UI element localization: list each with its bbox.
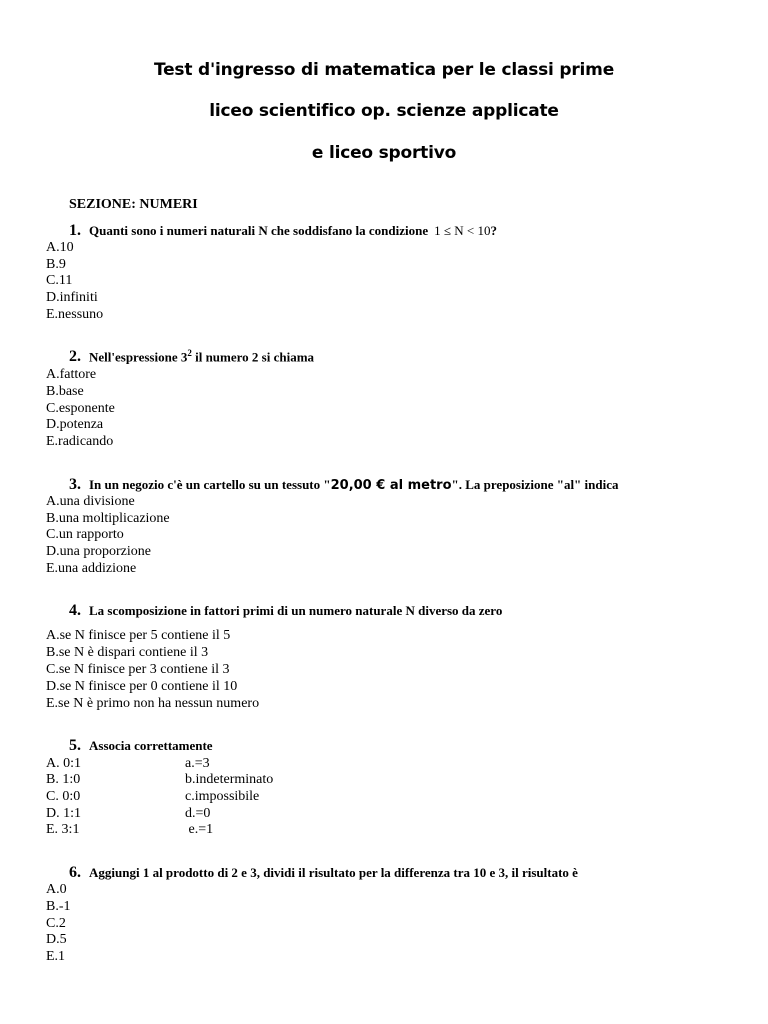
option-3b: B.una moltiplicazione bbox=[46, 511, 170, 526]
option-2c: C.esponente bbox=[46, 401, 115, 416]
question-4 bbox=[69, 602, 502, 620]
option-4e: E.se N è primo non ha nessun numero bbox=[46, 696, 260, 711]
math-condition: 1 ≤ N < 10 bbox=[434, 223, 491, 238]
match-row bbox=[46, 822, 346, 838]
match-left: A. 0:1 bbox=[46, 756, 81, 771]
question-text: Quanti sono i numeri naturali N che soddisfano la condizione bbox=[89, 223, 429, 238]
option-6d: D.5 bbox=[46, 932, 67, 947]
exponent: 2 bbox=[187, 348, 192, 358]
match-left: C. 0:0 bbox=[46, 789, 81, 804]
option-6b: B.-1 bbox=[46, 899, 71, 914]
option-3a: A.una divisione bbox=[46, 494, 135, 509]
option-1d: D.infiniti bbox=[46, 290, 98, 305]
question-text: Aggiungi 1 al prodotto di 2 e 3, dividi il risultato per la differenza tra 10 e 3, il risultato è bbox=[89, 865, 578, 880]
question-5 bbox=[69, 737, 213, 755]
option-2a: A.fattore bbox=[46, 367, 97, 382]
option-6a: A.0 bbox=[46, 882, 67, 897]
option-1a: A.10 bbox=[46, 240, 74, 255]
title-line-3: e liceo sportivo bbox=[311, 143, 457, 163]
option-2e: E.radicando bbox=[46, 434, 114, 449]
option-2b: B.base bbox=[46, 384, 84, 399]
question-1 bbox=[69, 222, 497, 240]
option-3e: E.una addizione bbox=[46, 561, 137, 576]
option-1e: E.nessuno bbox=[46, 307, 104, 322]
title-line-2: liceo scientifico op. scienze applicate bbox=[209, 101, 559, 121]
match-row bbox=[46, 806, 346, 822]
question-text-end: il numero 2 si chiama bbox=[191, 349, 315, 365]
question-end: ? bbox=[490, 223, 497, 238]
option-4a: A.se N finisce per 5 contiene il 5 bbox=[46, 628, 231, 643]
option-3c: C.un rapporto bbox=[46, 527, 124, 542]
option-6c: C.2 bbox=[46, 916, 66, 931]
question-number: 6. bbox=[69, 864, 81, 881]
match-right: a.=3 bbox=[185, 756, 210, 771]
match-left: E. 3:1 bbox=[46, 822, 80, 837]
question-text: In un negozio c'è un cartello su un tessuto " bbox=[89, 477, 331, 492]
section-heading: SEZIONE: NUMERI bbox=[69, 197, 198, 212]
option-2d: D.potenza bbox=[46, 417, 104, 432]
question-number: 1. bbox=[69, 222, 81, 239]
match-left: B. 1:0 bbox=[46, 772, 81, 787]
question-number: 2. bbox=[69, 348, 81, 366]
match-left: D. 1:1 bbox=[46, 806, 81, 821]
question-text: Associa correttamente bbox=[89, 738, 213, 753]
question-6 bbox=[69, 864, 578, 882]
option-1c: C.11 bbox=[46, 273, 73, 288]
match-row bbox=[46, 756, 346, 772]
option-4d: D.se N finisce per 0 contiene il 10 bbox=[46, 679, 238, 694]
question-2 bbox=[69, 348, 314, 366]
question-number: 5. bbox=[69, 737, 81, 754]
match-right: b.indeterminato bbox=[185, 772, 274, 787]
match-row bbox=[46, 789, 346, 805]
option-1b: B.9 bbox=[46, 257, 66, 272]
option-6e: E.1 bbox=[46, 949, 66, 964]
question-text: Nell'espressione 3 bbox=[89, 349, 188, 365]
question-text: La scomposizione in fattori primi di un numero naturale N diverso da zero bbox=[89, 603, 503, 618]
title-line-1: Test d'ingresso di matematica per le classi prime bbox=[153, 60, 615, 80]
match-right: e.=1 bbox=[185, 822, 214, 837]
option-4c: C.se N finisce per 3 contiene il 3 bbox=[46, 662, 230, 677]
match-row bbox=[46, 772, 346, 788]
match-right: c.impossibile bbox=[185, 789, 260, 804]
option-4b: B.se N è dispari contiene il 3 bbox=[46, 645, 209, 660]
question-3 bbox=[69, 476, 618, 494]
option-3d: D.una proporzione bbox=[46, 544, 151, 559]
match-right: d.=0 bbox=[185, 806, 211, 821]
price-text: 20,00 € al metro bbox=[330, 478, 452, 493]
question-number: 4. bbox=[69, 602, 81, 619]
question-number: 3. bbox=[69, 476, 81, 493]
question-text-end: ". La preposizione "al" indica bbox=[451, 477, 619, 492]
